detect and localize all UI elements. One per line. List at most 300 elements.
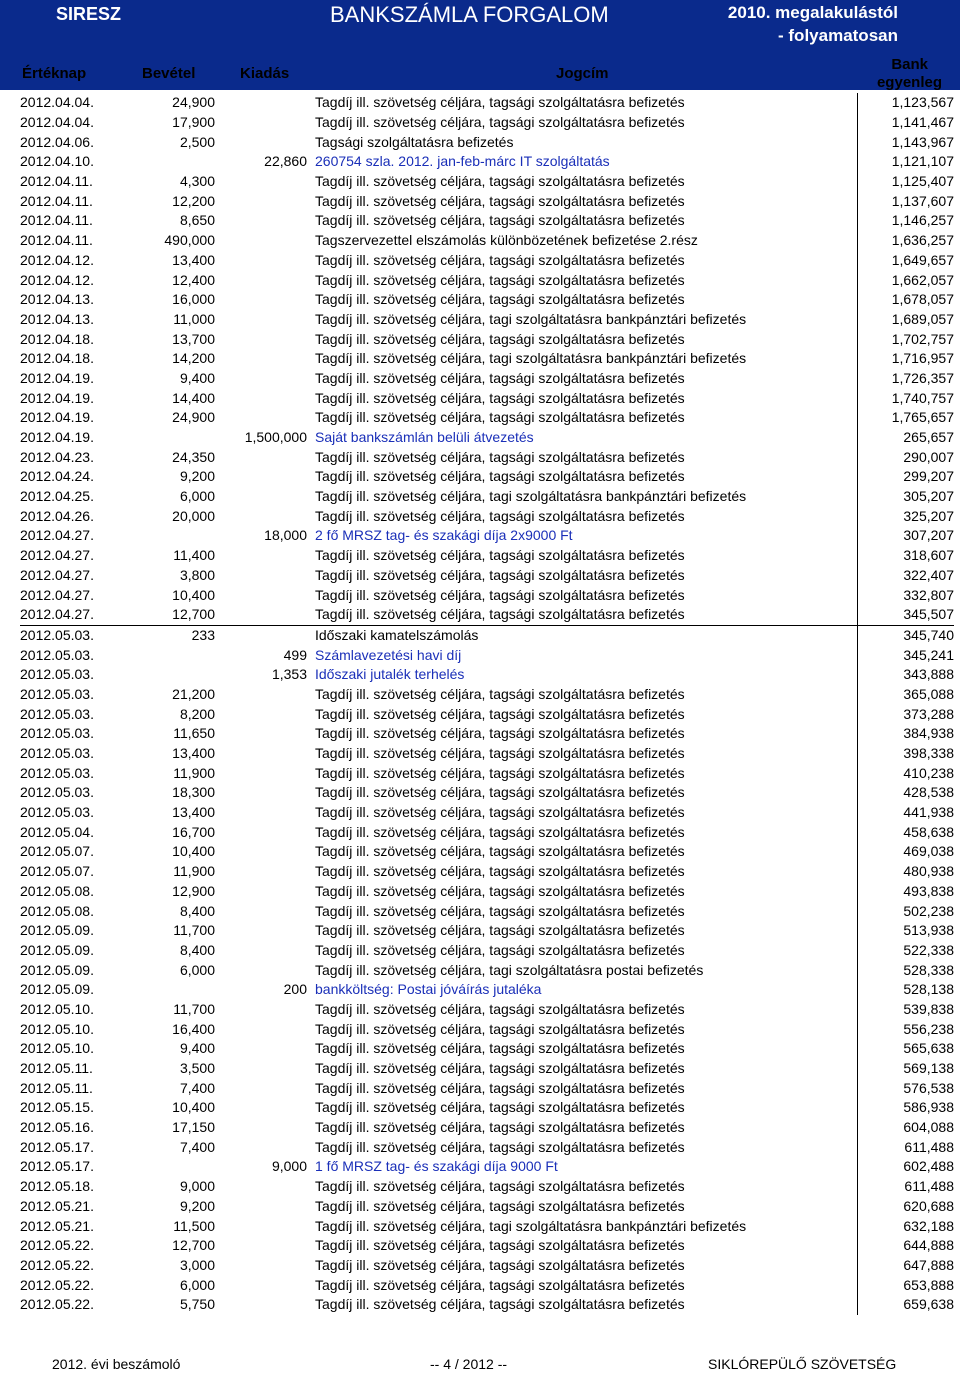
table-row [20, 526, 954, 546]
cell-description: Tagdíj ill. szövetség céljára, tagsági szolgáltatásra befizetés [315, 823, 685, 840]
cell-date: 2012.05.03. [20, 685, 94, 702]
cell-expense [215, 1098, 315, 1118]
cell-balance: 539,838 [858, 1000, 955, 1020]
cell-date: 2012.04.11. [20, 212, 93, 229]
cell-description: Tagdíj ill. szövetség céljára, tagsági szolgáltatásra befizetés [315, 251, 685, 268]
table-row [20, 1177, 954, 1197]
table-row [20, 428, 954, 448]
cell-date: 2012.04.04. [20, 114, 94, 131]
cell-expense [215, 803, 315, 823]
table-row [20, 1216, 954, 1236]
cell-expense [215, 1000, 315, 1020]
cell-date: 2012.05.21. [20, 1197, 94, 1214]
cell-expense [215, 921, 315, 941]
cell-date: 2012.04.23. [20, 448, 94, 465]
table-row [20, 645, 954, 665]
cell-balance: 1,636,257 [858, 231, 955, 251]
table-row [20, 941, 954, 961]
cell-expense [215, 585, 315, 605]
cell-expense [215, 93, 315, 113]
cell-balance: 602,488 [858, 1157, 955, 1177]
table-row [20, 310, 954, 330]
cell-income: 4,300 [179, 173, 215, 190]
cell-date: 2012.04.06. [20, 133, 94, 150]
cell-date: 2012.04.24. [20, 468, 94, 485]
table-row [20, 487, 954, 507]
cell-description: Tagdíj ill. szövetség céljára, tagsági szolgáltatásra befizetés [315, 745, 685, 762]
cell-expense [215, 960, 315, 980]
cell-balance: 469,038 [858, 842, 955, 862]
table-row [20, 1157, 954, 1177]
cell-description: Tagdíj ill. szövetség céljára, tagsági szolgáltatásra befizetés [315, 173, 685, 190]
cell-balance: 1,678,057 [858, 290, 955, 310]
cell-expense: 200 [283, 981, 307, 998]
cell-income: 18,300 [172, 784, 215, 801]
cell-expense [215, 822, 315, 842]
cell-expense [215, 290, 315, 310]
cell-expense [215, 270, 315, 290]
cell-date: 2012.04.12. [20, 251, 94, 268]
cell-balance: 325,207 [858, 506, 955, 526]
cell-expense [215, 349, 315, 369]
cell-expense [215, 1236, 315, 1256]
cell-date: 2012.05.22. [20, 1296, 94, 1313]
cell-date: 2012.04.27. [20, 547, 94, 564]
cell-date: 2012.04.18. [20, 350, 94, 367]
cell-income: 11,650 [173, 725, 215, 742]
cell-description: Tagdíj ill. szövetség céljára, tagsági szolgáltatásra befizetés [315, 1237, 685, 1254]
cell-date: 2012.05.03. [20, 784, 94, 801]
cell-expense [215, 685, 315, 705]
cell-expense [215, 1118, 315, 1138]
cell-description: Tagdíj ill. szövetség céljára, tagi szolgáltatásra bankpánztári befizetés [315, 488, 747, 505]
cell-date: 2012.05.21. [20, 1217, 94, 1234]
cell-expense [215, 251, 315, 271]
cell-income: 11,500 [173, 1217, 215, 1234]
cell-balance: 1,137,607 [858, 191, 955, 211]
cell-income [120, 645, 215, 665]
cell-expense [215, 191, 315, 211]
table-row [20, 231, 954, 251]
table-row [20, 1118, 954, 1138]
cell-income [120, 526, 215, 546]
cell-expense [215, 566, 315, 586]
cell-date: 2012.05.22. [20, 1276, 94, 1293]
cell-income: 13,700 [172, 330, 215, 347]
cell-income: 12,400 [172, 271, 215, 288]
cell-date: 2012.04.26. [20, 507, 94, 524]
table-row [20, 803, 954, 823]
cell-income: 11,900 [173, 863, 215, 880]
cell-date: 2012.05.11. [20, 1079, 93, 1096]
cell-income: 24,350 [172, 448, 215, 465]
cell-date: 2012.05.09. [20, 961, 94, 978]
cell-description: Tagdíj ill. szövetség céljára, tagsági szolgáltatásra befizetés [315, 507, 685, 524]
cell-expense [215, 901, 315, 921]
table-row [20, 685, 954, 705]
cell-description: Tagdíj ill. szövetség céljára, tagsági szolgáltatásra befizetés [315, 882, 685, 899]
cell-description: Tagdíj ill. szövetség céljára, tagsági szolgáltatásra befizetés [315, 271, 685, 288]
cell-date: 2012.04.19. [20, 409, 94, 426]
cell-balance: 428,538 [858, 783, 955, 803]
cell-balance: 1,689,057 [858, 310, 955, 330]
cell-description: Tagdíj ill. szövetség céljára, tagsági szolgáltatásra befizetés [315, 1099, 685, 1116]
cell-balance: 647,888 [858, 1256, 955, 1276]
cell-date: 2012.04.12. [20, 271, 94, 288]
cell-date: 2012.04.27. [20, 566, 94, 583]
cell-date: 2012.04.13. [20, 291, 94, 308]
table-row [20, 329, 954, 349]
table-row [20, 665, 954, 685]
footer-right: SIKLÓREPÜLŐ SZÖVETSÉG [708, 1356, 897, 1372]
cell-expense [215, 1059, 315, 1079]
table-row [20, 1078, 954, 1098]
cell-expense [215, 408, 315, 428]
cell-balance: 1,649,657 [858, 251, 955, 271]
cell-income: 9,400 [179, 369, 215, 386]
cell-date: 2012.05.09. [20, 922, 94, 939]
table-row [20, 270, 954, 290]
cell-description: bankköltség: Postai jóváírás jutaléka [315, 981, 542, 998]
cell-date: 2012.04.11. [20, 192, 93, 209]
cell-date: 2012.04.19. [20, 369, 94, 386]
cell-date: 2012.04.04. [20, 94, 94, 111]
table-row [20, 1275, 954, 1295]
table-row [20, 882, 954, 902]
table-row [20, 625, 954, 645]
cell-expense [215, 369, 315, 389]
cell-expense [215, 211, 315, 231]
cell-balance: 410,238 [858, 763, 955, 783]
cell-expense [215, 724, 315, 744]
cell-balance: 644,888 [858, 1236, 955, 1256]
cell-description: Tagdíj ill. szövetség céljára, tagsági szolgáltatásra befizetés [315, 922, 685, 939]
cell-income: 10,400 [172, 586, 215, 603]
cell-expense [215, 941, 315, 961]
cell-balance: 345,740 [858, 625, 955, 645]
cell-description: Időszaki jutalék terhelés [315, 666, 465, 683]
cell-income: 13,400 [172, 745, 215, 762]
column-header-balance-line1: Bank [891, 56, 928, 73]
cell-expense [215, 113, 315, 133]
cell-income: 3,000 [179, 1256, 215, 1273]
cell-balance: 653,888 [858, 1275, 955, 1295]
cell-description: Tagdíj ill. szövetség céljára, tagsági szolgáltatásra befizetés [315, 94, 685, 111]
table-row [20, 862, 954, 882]
cell-date: 2012.04.27. [20, 606, 94, 623]
cell-income: 7,400 [179, 1079, 215, 1096]
cell-income: 490,000 [164, 232, 215, 249]
cell-balance: 307,207 [858, 526, 955, 546]
cell-description: Tagdíj ill. szövetség céljára, tagsági szolgáltatásra befizetés [315, 1020, 685, 1037]
cell-expense [215, 1177, 315, 1197]
cell-income: 13,400 [172, 804, 215, 821]
cell-date: 2012.05.18. [20, 1178, 94, 1195]
cell-income: 11,900 [173, 764, 215, 781]
cell-expense [215, 506, 315, 526]
cell-income: 14,200 [172, 350, 215, 367]
cell-description: Tagszervezettel elszámolás különbözetének befizetése 2.rész [315, 232, 698, 249]
cell-expense: 9,000 [271, 1158, 307, 1175]
table-row [20, 704, 954, 724]
cell-description: Tagdíj ill. szövetség céljára, tagsági szolgáltatásra befizetés [315, 705, 685, 722]
cell-income: 16,700 [172, 823, 215, 840]
table-row [20, 980, 954, 1000]
cell-balance: 345,507 [858, 605, 955, 625]
cell-description: Tagdíj ill. szövetség céljára, tagi szolgáltatásra bankpánztári befizetés [315, 310, 747, 327]
period-line-1: 2010. megalakulástól [727, 3, 898, 22]
table-row [20, 901, 954, 921]
cell-income: 13,400 [172, 251, 215, 268]
cell-income: 8,650 [179, 212, 215, 229]
table-row [20, 1295, 954, 1315]
cell-description: Tagdíj ill. szövetség céljára, tagsági szolgáltatásra befizetés [315, 547, 685, 564]
organization-name: SIRESZ [56, 4, 122, 24]
table-row [20, 1137, 954, 1157]
cell-balance: 441,938 [858, 803, 955, 823]
cell-expense [215, 704, 315, 724]
cell-income: 11,700 [173, 922, 215, 939]
cell-expense [215, 172, 315, 192]
table-row [20, 1197, 954, 1217]
cell-balance: 1,141,467 [858, 113, 955, 133]
cell-income: 10,400 [172, 1099, 215, 1116]
cell-balance: 480,938 [858, 862, 955, 882]
cell-date: 2012.05.22. [20, 1237, 94, 1254]
cell-income: 6,000 [179, 961, 215, 978]
cell-date: 2012.04.18. [20, 330, 94, 347]
table-row [20, 152, 954, 172]
cell-date: 2012.05.03. [20, 625, 120, 645]
cell-description: Saját bankszámlán belüli átvezetés [315, 429, 534, 446]
cell-balance: 373,288 [858, 704, 955, 724]
table-row [20, 211, 954, 231]
cell-income: 24,900 [172, 94, 215, 111]
cell-balance: 565,638 [858, 1039, 955, 1059]
cell-expense: 499 [283, 646, 307, 663]
cell-balance: 502,238 [858, 901, 955, 921]
cell-date: 2012.05.09. [20, 941, 94, 958]
cell-balance: 1,702,757 [858, 329, 955, 349]
cell-date: 2012.05.03. [20, 804, 94, 821]
cell-expense [215, 546, 315, 566]
cell-balance: 556,238 [858, 1019, 955, 1039]
table-row [20, 132, 954, 152]
table-row [20, 506, 954, 526]
cell-description: Tagdíj ill. szövetség céljára, tagsági szolgáltatásra befizetés [315, 586, 685, 603]
cell-balance: 398,338 [858, 744, 955, 764]
table-row [20, 388, 954, 408]
cell-description: Tagdíj ill. szövetség céljára, tagsági szolgáltatásra befizetés [315, 1296, 685, 1313]
cell-balance: 493,838 [858, 882, 955, 902]
cell-expense [215, 862, 315, 882]
cell-balance: 299,207 [858, 467, 955, 487]
cell-date: 2012.05.10. [20, 1000, 94, 1017]
cell-income: 21,200 [172, 685, 215, 702]
cell-income: 11,700 [173, 1000, 215, 1017]
cell-date: 2012.05.22. [20, 1256, 94, 1273]
table-row [20, 842, 954, 862]
cell-description: Tagdíj ill. szövetség céljára, tagsági szolgáltatásra befizetés [315, 725, 685, 742]
cell-balance: 1,143,967 [858, 132, 955, 152]
cell-date: 2012.05.08. [20, 902, 94, 919]
cell-description: Tagdíj ill. szövetség céljára, tagsági szolgáltatásra befizetés [315, 863, 685, 880]
cell-description: Tagdíj ill. szövetség céljára, tagsági szolgáltatásra befizetés [315, 468, 685, 485]
cell-income: 11,400 [173, 547, 215, 564]
cell-income: 12,900 [172, 882, 215, 899]
cell-income: 9,200 [179, 1197, 215, 1214]
cell-description: Tagdíj ill. szövetség céljára, tagsági szolgáltatásra befizetés [315, 291, 685, 308]
cell-balance: 1,765,657 [858, 408, 955, 428]
cell-income: 16,000 [172, 291, 215, 308]
cell-balance: 343,888 [858, 665, 955, 685]
cell-balance: 569,138 [858, 1059, 955, 1079]
cell-expense [215, 1256, 315, 1276]
cell-description: 1 fő MRSZ tag- és szakági díja 9000 Ft [315, 1158, 558, 1175]
cell-income: 5,750 [179, 1296, 215, 1313]
cell-date: 2012.04.25. [20, 488, 94, 505]
cell-balance: 513,938 [858, 921, 955, 941]
cell-balance: 576,538 [858, 1078, 955, 1098]
cell-description: Tagdíj ill. szövetség céljára, tagsági szolgáltatásra befizetés [315, 843, 685, 860]
table-row [20, 921, 954, 941]
cell-expense [215, 1019, 315, 1039]
table-row [20, 191, 954, 211]
cell-balance: 1,726,357 [858, 369, 955, 389]
cell-expense [215, 744, 315, 764]
cell-income: 3,800 [179, 566, 215, 583]
cell-income: 8,200 [179, 705, 215, 722]
cell-expense [215, 388, 315, 408]
cell-expense [215, 882, 315, 902]
table-row [20, 1019, 954, 1039]
cell-balance: 384,938 [858, 724, 955, 744]
cell-description: Tagdíj ill. szövetség céljára, tagsági szolgáltatásra befizetés [315, 448, 685, 465]
cell-date: 2012.04.13. [20, 310, 94, 327]
cell-balance: 528,338 [858, 960, 955, 980]
cell-balance: 611,488 [858, 1137, 955, 1157]
cell-balance: 604,088 [858, 1118, 955, 1138]
cell-date: 2012.04.10. [20, 153, 94, 170]
cell-date: 2012.05.07. [20, 863, 94, 880]
cell-expense [215, 1078, 315, 1098]
cell-description: 260754 szla. 2012. jan-feb-márc IT szolgáltatás [315, 153, 610, 170]
cell-income: 233 [120, 625, 215, 645]
cell-date: 2012.04.19. [20, 389, 94, 406]
cell-date: 2012.05.03. [20, 725, 94, 742]
cell-date: 2012.05.09. [20, 981, 94, 998]
cell-income: 24,900 [172, 409, 215, 426]
table-row [20, 1000, 954, 1020]
table-row [20, 349, 954, 369]
cell-balance: 345,241 [858, 645, 955, 665]
cell-balance: 632,188 [858, 1216, 955, 1236]
cell-income: 12,200 [172, 192, 215, 209]
cell-expense [215, 1197, 315, 1217]
column-header-balance-line2: egyenleg [876, 74, 942, 91]
table-row [20, 369, 954, 389]
cell-description: Tagdíj ill. szövetség céljára, tagsági szolgáltatásra befizetés [315, 192, 685, 209]
cell-description: Tagdíj ill. szövetség céljára, tagsági szolgáltatásra befizetés [315, 389, 685, 406]
cell-date: 2012.04.27. [20, 586, 94, 603]
table-row [20, 290, 954, 310]
cell-expense [215, 783, 315, 803]
table-row [20, 783, 954, 803]
cell-income: 6,000 [179, 1276, 215, 1293]
cell-date: 2012.05.17. [20, 1158, 94, 1175]
cell-income: 9,000 [179, 1178, 215, 1195]
table-row [20, 172, 954, 192]
cell-balance: 1,662,057 [858, 270, 955, 290]
cell-balance: 290,007 [858, 447, 955, 467]
cell-description: Tagdíj ill. szövetség céljára, tagi szolgáltatásra bankpánztári befizetés [315, 350, 747, 367]
cell-expense [215, 763, 315, 783]
column-header-date: Értéknap [22, 65, 87, 82]
cell-balance: 1,125,407 [858, 172, 955, 192]
cell-expense: 18,000 [264, 527, 307, 544]
cell-date: 2012.05.03. [20, 745, 94, 762]
cell-income: 12,700 [172, 606, 215, 623]
cell-income: 7,400 [179, 1138, 215, 1155]
cell-balance: 322,407 [858, 566, 955, 586]
cell-balance: 611,488 [858, 1177, 955, 1197]
cell-expense [215, 1295, 315, 1315]
cell-expense [215, 625, 315, 645]
cell-description: Tagdíj ill. szövetség céljára, tagsági szolgáltatásra befizetés [315, 409, 685, 426]
cell-description: Tagdíj ill. szövetség céljára, tagsági szolgáltatásra befizetés [315, 1000, 685, 1017]
cell-description: Tagdíj ill. szövetség céljára, tagsági szolgáltatásra befizetés [315, 1197, 685, 1214]
cell-description: Tagdíj ill. szövetség céljára, tagsági szolgáltatásra befizetés [315, 114, 685, 131]
table-row [20, 1059, 954, 1079]
cell-description: Tagdíj ill. szövetség céljára, tagsági szolgáltatásra befizetés [315, 212, 685, 229]
cell-balance: 365,088 [858, 685, 955, 705]
cell-balance: 1,121,107 [858, 152, 955, 172]
cell-date: 2012.05.16. [20, 1119, 94, 1136]
cell-date: 2012.05.03. [20, 705, 94, 722]
cell-date: 2012.04.11. [20, 232, 93, 249]
table-row [20, 724, 954, 744]
cell-description: Tagdíj ill. szövetség céljára, tagsági szolgáltatásra befizetés [315, 369, 685, 386]
cell-date: 2012.05.10. [20, 1020, 94, 1037]
cell-expense [215, 231, 315, 251]
cell-expense: 22,860 [264, 153, 307, 170]
table-row [20, 251, 954, 271]
cell-income: 8,400 [179, 902, 215, 919]
cell-balance: 1,740,757 [858, 388, 955, 408]
cell-expense [215, 132, 315, 152]
cell-income: 12,700 [172, 1237, 215, 1254]
cell-description: Tagdíj ill. szövetség céljára, tagsági szolgáltatásra befizetés [315, 804, 685, 821]
cell-income: 10,400 [172, 843, 215, 860]
cell-date: 2012.05.04. [20, 823, 94, 840]
cell-expense [215, 467, 315, 487]
table-row [20, 566, 954, 586]
cell-description: Tagdíj ill. szövetség céljára, tagsági szolgáltatásra befizetés [315, 1178, 685, 1195]
cell-date: 2012.05.11. [20, 1060, 93, 1077]
cell-income: 6,000 [179, 488, 215, 505]
table-row [20, 1256, 954, 1276]
table-row [20, 93, 954, 113]
cell-date: 2012.05.03. [20, 666, 94, 683]
cell-date: 2012.05.17. [20, 1138, 94, 1155]
cell-balance: 586,938 [858, 1098, 955, 1118]
table-row [20, 113, 954, 133]
cell-balance: 620,688 [858, 1197, 955, 1217]
cell-description: Tagdíj ill. szövetség céljára, tagsági szolgáltatásra befizetés [315, 1060, 685, 1077]
cell-expense: 1,500,000 [244, 429, 307, 446]
cell-income: 8,400 [179, 941, 215, 958]
cell-balance: 265,657 [858, 428, 955, 448]
